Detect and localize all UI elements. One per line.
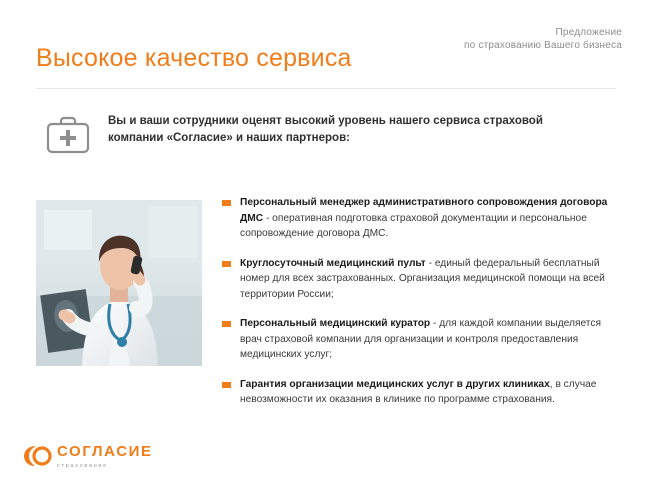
page-title: Высокое качество сервиса xyxy=(36,44,352,72)
intro-text: Вы и ваши сотрудники оценят высокий уровень нашего сервиса страховой компании «Согласие» и наших партнеров: xyxy=(108,115,543,144)
title-divider xyxy=(36,88,616,89)
bullet-lead: Круглосуточный медицинский пульт xyxy=(240,257,426,269)
logo-subtitle: страхование xyxy=(57,463,108,469)
bullet-rest: - для каждой компании выделяется врач страховой компании для организации и контроля предоставления медицинских услуг; xyxy=(240,318,601,360)
bullet-lead: Гарантия организации медицинских услуг в других клиниках xyxy=(240,378,550,390)
logo-wordmark xyxy=(57,443,153,469)
bullet-list xyxy=(222,195,618,422)
intro-block xyxy=(46,113,606,155)
list-item xyxy=(222,195,618,242)
list-item xyxy=(222,316,618,363)
bullet-lead: Персональный менеджер административного сопровождения договора ДМС xyxy=(240,197,608,224)
list-item xyxy=(222,256,618,303)
bullet-text xyxy=(240,256,612,303)
bullet-square-icon xyxy=(222,382,231,388)
first-aid-kit-icon xyxy=(46,115,90,155)
doctor-photo xyxy=(36,200,202,366)
header-note-line2: по страхованию Вашего бизнеса xyxy=(464,40,622,51)
bullet-square-icon xyxy=(222,261,231,267)
bullet-lead: Персональный медицинский куратор xyxy=(240,318,431,329)
bullet-text xyxy=(240,377,612,408)
company-logo xyxy=(22,443,153,469)
bullet-square-icon xyxy=(222,200,231,206)
soglasie-mark-icon xyxy=(22,443,52,469)
bullet-rest: - единый федеральный бесплатный номер для всех застрахованных. Организация медицинской помощи на всей территории России; xyxy=(240,257,605,300)
bullet-text xyxy=(240,316,612,363)
header-note-line1: Предложение xyxy=(555,27,622,38)
logo-name: СОГЛАСИЕ xyxy=(57,443,153,460)
list-item xyxy=(222,377,618,408)
bullet-rest: , в случае невозможности их оказания в клинике по программе страхования. xyxy=(240,378,597,405)
bullet-rest: - оперативная подготовка страховой документации и персональное сопровождение договора ДМС. xyxy=(240,212,587,239)
bullet-square-icon xyxy=(222,321,231,327)
bullet-text xyxy=(240,195,612,242)
header-note xyxy=(464,26,622,52)
